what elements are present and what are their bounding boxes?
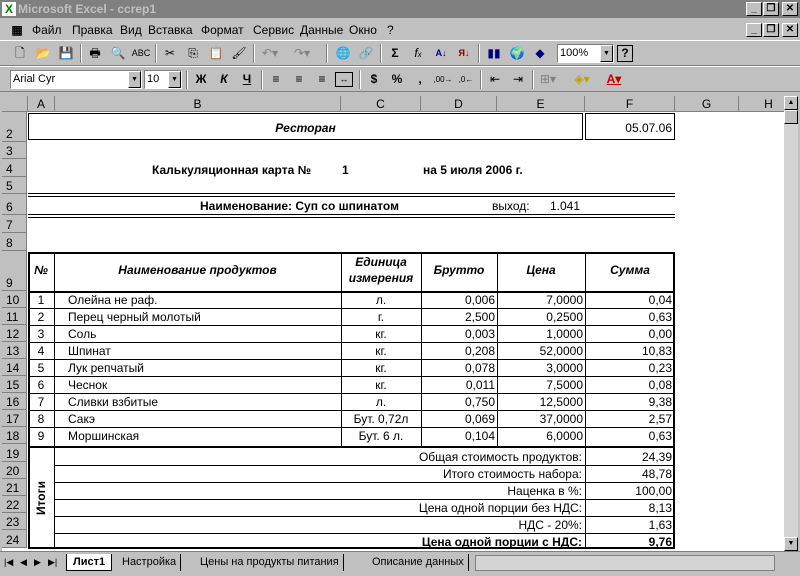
sheet-tabs-bar bbox=[0, 551, 800, 576]
row-header[interactable]: 23 bbox=[2, 513, 27, 530]
cut-icon[interactable]: ✂ bbox=[164, 46, 176, 60]
yield-label: выход: bbox=[492, 199, 530, 213]
product-unit: кг. bbox=[375, 378, 387, 392]
product-name: Олейна не раф. bbox=[68, 293, 158, 307]
underline-icon[interactable]: Ч bbox=[242, 72, 252, 86]
scroll-down-icon[interactable]: ▼ bbox=[784, 537, 798, 551]
product-brutto: 0,006 bbox=[464, 293, 495, 307]
doc-minimize-button[interactable]: _ bbox=[746, 23, 762, 37]
product-unit: л. bbox=[375, 395, 387, 409]
yield-value: 1.041 bbox=[550, 199, 581, 213]
total-label: Общая стоимость продуктов: bbox=[418, 450, 582, 464]
row-number: 8 bbox=[37, 412, 45, 426]
product-brutto: 0,750 bbox=[464, 395, 495, 409]
save-icon[interactable]: 💾 bbox=[58, 46, 74, 60]
product-name: Перец черный молотый bbox=[68, 310, 201, 324]
row-header[interactable]: 9 bbox=[2, 251, 27, 291]
product-price: 52,0000 bbox=[539, 344, 583, 358]
restore-button[interactable]: ❐ bbox=[763, 2, 779, 16]
product-price: 7,5000 bbox=[546, 378, 583, 392]
col-header-c[interactable]: C bbox=[341, 96, 421, 112]
total-label: Наценка в %: bbox=[507, 484, 582, 498]
total-value: 1,63 bbox=[648, 518, 672, 532]
autosum-icon[interactable]: Σ bbox=[391, 46, 399, 60]
row-number: 3 bbox=[37, 327, 45, 341]
product-price: 12,5000 bbox=[539, 395, 583, 409]
row-number: 9 bbox=[37, 429, 45, 443]
product-price: 1,0000 bbox=[546, 327, 583, 341]
horizontal-scrollbar[interactable] bbox=[475, 555, 775, 571]
redo-icon[interactable]: ↷▾ bbox=[293, 46, 311, 60]
workbook-icon[interactable]: ▦ bbox=[11, 23, 23, 37]
standard-toolbar bbox=[0, 40, 800, 66]
align-right-icon[interactable]: ≡ bbox=[318, 72, 326, 86]
menu-format[interactable]: Формат bbox=[201, 23, 244, 37]
web-icon[interactable]: 🌐 bbox=[335, 46, 351, 60]
row-header[interactable]: 7 bbox=[2, 215, 27, 233]
row-header[interactable]: 21 bbox=[2, 479, 27, 496]
product-sum: 0,63 bbox=[648, 310, 672, 324]
menu-window[interactable]: Окно bbox=[349, 23, 377, 37]
product-brutto: 0,003 bbox=[464, 327, 495, 341]
product-sum: 10,83 bbox=[641, 344, 672, 358]
th-brutto: Брутто bbox=[433, 263, 485, 277]
comma-icon[interactable]: , bbox=[418, 72, 422, 86]
product-brutto: 0,078 bbox=[464, 361, 495, 375]
product-name: Чеснок bbox=[68, 378, 108, 392]
row-header[interactable]: 15 bbox=[2, 376, 27, 393]
formatting-toolbar bbox=[0, 66, 800, 92]
vertical-scrollbar[interactable] bbox=[784, 96, 798, 551]
product-brutto: 2,500 bbox=[464, 310, 495, 324]
sort-descending-icon[interactable]: Я↓ bbox=[458, 48, 470, 58]
row-header[interactable]: 20 bbox=[2, 462, 27, 479]
percent-icon[interactable]: % bbox=[391, 72, 403, 86]
product-unit: кг. bbox=[375, 344, 387, 358]
minimize-button[interactable]: _ bbox=[746, 2, 762, 16]
th-price: Цена bbox=[526, 263, 556, 277]
chevron-down-icon[interactable]: ▼ bbox=[128, 71, 141, 88]
product-unit: Бут. 0,72л bbox=[353, 412, 409, 426]
row-number: 2 bbox=[37, 310, 45, 324]
chevron-down-icon[interactable]: ▼ bbox=[600, 45, 613, 62]
product-name: Шпинат bbox=[68, 344, 111, 358]
open-icon[interactable]: 📂 bbox=[35, 46, 51, 60]
increase-indent-icon[interactable]: ⇥ bbox=[512, 72, 524, 86]
product-price: 37,0000 bbox=[539, 412, 583, 426]
total-value: 9,76 bbox=[648, 535, 672, 549]
product-price: 6,0000 bbox=[546, 429, 583, 443]
prev-sheet-icon[interactable]: ◀ bbox=[20, 557, 27, 567]
col-header-h[interactable]: H bbox=[739, 96, 798, 112]
bold-icon[interactable]: Ж bbox=[195, 72, 207, 86]
product-unit: кг. bbox=[375, 361, 387, 375]
scroll-up-icon[interactable]: ▲ bbox=[784, 96, 798, 110]
product-sum: 0,23 bbox=[648, 361, 672, 375]
row-header[interactable]: 3 bbox=[2, 142, 27, 159]
product-brutto: 0,011 bbox=[465, 378, 495, 392]
product-price: 3,0000 bbox=[546, 361, 583, 375]
col-header-g[interactable]: G bbox=[675, 96, 739, 112]
calc-card-title: Калькуляционная карта № bbox=[152, 163, 311, 177]
product-sum: 0,04 bbox=[648, 293, 672, 307]
menu-file[interactable]: Файл bbox=[32, 23, 62, 37]
product-brutto: 0,208 bbox=[464, 344, 495, 358]
copy-icon[interactable]: ⎘ bbox=[188, 46, 198, 60]
menu-edit[interactable]: Правка bbox=[72, 23, 113, 37]
total-label: Цена одной порции без НДС: bbox=[418, 501, 582, 515]
product-name: Лук репчатый bbox=[68, 361, 144, 375]
menu-data[interactable]: Данные bbox=[300, 23, 344, 37]
col-header-d[interactable]: D bbox=[421, 96, 497, 112]
print-icon[interactable]: 🖶 bbox=[89, 46, 101, 60]
sort-ascending-icon[interactable]: A↓ bbox=[435, 48, 447, 58]
excel-icon: X bbox=[2, 2, 16, 16]
dish-name: Наименование: Суп со шпинатом bbox=[200, 199, 399, 213]
zoom-select[interactable]: 100% ▼ bbox=[557, 44, 614, 63]
row-header[interactable]: 5 bbox=[2, 177, 27, 194]
product-sum: 9,38 bbox=[648, 395, 672, 409]
product-unit: л. bbox=[375, 293, 387, 307]
product-sum: 2,57 bbox=[648, 412, 672, 426]
hyperlink-icon[interactable]: 🔗 bbox=[358, 46, 374, 60]
menu-view[interactable]: Вид bbox=[120, 23, 142, 37]
function-icon[interactable]: fx bbox=[414, 46, 422, 60]
currency-icon[interactable]: $ bbox=[370, 72, 378, 86]
scroll-thumb[interactable] bbox=[784, 110, 798, 124]
title-bar bbox=[0, 0, 800, 18]
product-name: Соль bbox=[68, 327, 97, 341]
th-num: № bbox=[34, 263, 48, 277]
restaurant-name: Ресторан bbox=[275, 121, 336, 135]
font-select[interactable]: Arial Cyr ▼ bbox=[10, 70, 142, 89]
date-value: 05.07.06 bbox=[625, 121, 672, 135]
window-title: Microsoft Excel - ccrep1 bbox=[18, 2, 157, 16]
product-sum: 0,00 bbox=[648, 327, 672, 341]
th-sum: Сумма bbox=[610, 263, 650, 277]
doc-close-button[interactable]: ✕ bbox=[782, 23, 798, 37]
product-name: Сливки взбитые bbox=[68, 395, 159, 409]
row-header[interactable]: 10 bbox=[2, 291, 27, 308]
row-header[interactable]: 16 bbox=[2, 393, 27, 410]
row-header[interactable]: 24 bbox=[2, 530, 27, 548]
row-header[interactable]: 8 bbox=[2, 233, 27, 251]
font-size-select[interactable]: 10 ▼ bbox=[144, 70, 182, 89]
row-header[interactable]: 17 bbox=[2, 410, 27, 427]
spreadsheet-grid[interactable] bbox=[2, 96, 798, 551]
product-name: Моршинская bbox=[68, 429, 140, 443]
borders-icon[interactable]: ⊞▾ bbox=[539, 72, 557, 86]
total-value: 100,00 bbox=[635, 484, 672, 498]
row-number: 5 bbox=[37, 361, 45, 375]
doc-restore-button[interactable]: ❐ bbox=[763, 23, 779, 37]
total-label: НДС - 20%: bbox=[518, 518, 582, 532]
row-header[interactable]: 11 bbox=[2, 308, 27, 325]
tab-data-description[interactable]: Описание данных bbox=[368, 554, 469, 571]
next-sheet-icon[interactable]: ▶ bbox=[34, 557, 41, 567]
align-center-icon[interactable]: ≡ bbox=[295, 72, 303, 86]
align-left-icon[interactable]: ≡ bbox=[272, 72, 280, 86]
fill-color-icon[interactable]: ◈▾ bbox=[574, 72, 590, 86]
th-unit-line1: Единица bbox=[355, 255, 407, 269]
th-unit-line2: измерения bbox=[348, 271, 414, 285]
row-header[interactable]: 12 bbox=[2, 325, 27, 342]
product-unit: Бут. 6 л. bbox=[358, 429, 404, 443]
row-header[interactable]: 22 bbox=[2, 496, 27, 513]
row-header[interactable]: 18 bbox=[2, 427, 27, 444]
menu-insert[interactable]: Вставка bbox=[148, 23, 193, 37]
product-price: 0,2500 bbox=[546, 310, 583, 324]
format-painter-icon[interactable]: 🖌 bbox=[231, 46, 247, 60]
product-unit: кг. bbox=[375, 327, 387, 341]
calc-card-number: 1 bbox=[342, 163, 349, 177]
product-name: Сакэ bbox=[68, 412, 95, 426]
chevron-down-icon[interactable]: ▼ bbox=[168, 71, 181, 88]
row-header[interactable]: 14 bbox=[2, 359, 27, 376]
total-value: 24,39 bbox=[641, 450, 672, 464]
select-all-corner[interactable] bbox=[2, 96, 28, 112]
map-icon[interactable]: 🌍 bbox=[509, 46, 525, 60]
menu-bar bbox=[0, 20, 800, 40]
decrease-indent-icon[interactable]: ⇤ bbox=[489, 72, 501, 86]
new-icon[interactable]: 🗋 bbox=[15, 46, 25, 60]
totals-label: Итоги bbox=[34, 480, 48, 516]
spelling-icon[interactable]: ABC bbox=[131, 48, 151, 58]
first-sheet-icon[interactable]: |◀ bbox=[4, 557, 14, 567]
tab-settings[interactable]: Настройка bbox=[118, 554, 181, 571]
tab-food-prices[interactable]: Цены на продукты питания bbox=[196, 554, 344, 571]
decrease-decimal-icon[interactable]: ,0← bbox=[458, 75, 474, 84]
row-number: 6 bbox=[37, 378, 45, 392]
last-sheet-icon[interactable]: ▶| bbox=[48, 557, 58, 567]
row-header[interactable]: 19 bbox=[2, 444, 27, 462]
row-header[interactable]: 4 bbox=[2, 159, 27, 177]
menu-tools[interactable]: Сервис bbox=[253, 23, 295, 37]
row-header[interactable]: 6 bbox=[2, 194, 27, 215]
row-number: 4 bbox=[37, 344, 45, 358]
chart-wizard-icon[interactable]: ▮▮ bbox=[487, 46, 501, 60]
product-sum: 0,08 bbox=[648, 378, 672, 392]
product-brutto: 0,104 bbox=[464, 429, 495, 443]
th-name: Наименование продуктов bbox=[118, 263, 277, 277]
help-icon[interactable]: ? bbox=[617, 45, 633, 62]
col-header-a[interactable]: A bbox=[28, 96, 55, 112]
close-button[interactable]: ✕ bbox=[782, 2, 798, 16]
font-color-icon[interactable]: A▾ bbox=[606, 72, 622, 86]
calc-card-date: на 5 июля 2006 г. bbox=[423, 163, 523, 177]
merge-center-icon[interactable]: ↔ bbox=[335, 72, 353, 87]
total-label: Итого стоимость набора: bbox=[442, 467, 582, 481]
tab-sheet1[interactable]: Лист1 bbox=[66, 554, 112, 571]
product-sum: 0,63 bbox=[648, 429, 672, 443]
undo-icon[interactable]: ↶▾ bbox=[261, 46, 279, 60]
total-value: 8,13 bbox=[648, 501, 672, 515]
paste-icon[interactable]: 📋 bbox=[208, 46, 224, 60]
col-header-e[interactable]: E bbox=[497, 96, 585, 112]
total-value: 48,78 bbox=[641, 467, 672, 481]
row-header[interactable]: 2 bbox=[2, 112, 27, 142]
drawing-icon[interactable]: ◆ bbox=[535, 46, 545, 60]
italic-icon[interactable]: К bbox=[220, 72, 228, 86]
col-header-f[interactable]: F bbox=[585, 96, 675, 112]
row-header[interactable]: 13 bbox=[2, 342, 27, 359]
increase-decimal-icon[interactable]: ,00→ bbox=[433, 75, 453, 84]
print-preview-icon[interactable]: 🔍 bbox=[110, 46, 126, 60]
row-number: 1 bbox=[37, 293, 45, 307]
product-unit: г. bbox=[377, 310, 385, 324]
product-price: 7,0000 bbox=[546, 293, 583, 307]
row-number: 7 bbox=[37, 395, 45, 409]
product-brutto: 0,069 bbox=[464, 412, 495, 426]
col-header-b[interactable]: B bbox=[55, 96, 341, 112]
menu-help[interactable]: ? bbox=[387, 23, 394, 37]
total-label: Цена одной порции с НДС: bbox=[421, 535, 582, 549]
